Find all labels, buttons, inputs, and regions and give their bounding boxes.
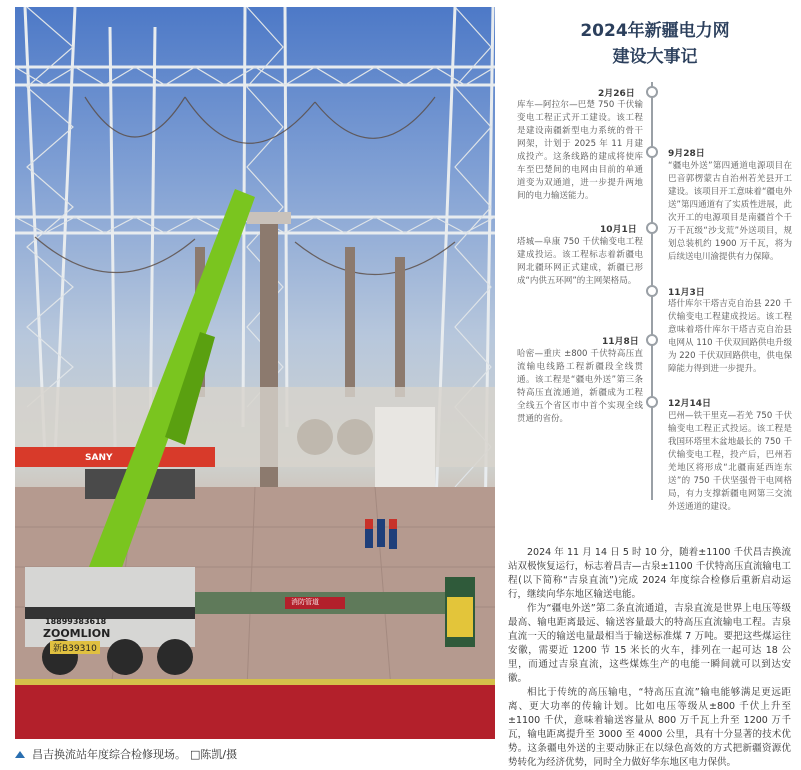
- event-text: 塔什库尔干塔吉克自治县 220 千伏输变电工程建成投运。该工程意味着塔什库尔干塔吉克自治县电网从 110 千伏双回路供电升级为 220 千伏双回路供电，供电保障能力得到进一步提升。: [668, 299, 792, 374]
- event-text: 塔城—阜康 750 千伏输变电工程建成投运。该工程标志着新疆电网北疆环网正式建成，新疆已形成“内供五环网”的主网架格局。: [517, 237, 643, 286]
- title-line2: 建设大事记: [612, 47, 698, 67]
- event-date: 11月3日: [668, 288, 705, 298]
- photo-credit: □陈凯/摄: [190, 748, 238, 761]
- timeline-dot: [646, 222, 658, 234]
- event-date: 9月28日: [668, 149, 705, 159]
- caption-text: 昌吉换流站年度综合检修现场。: [32, 748, 186, 761]
- page-title: [520, 18, 790, 70]
- timeline-dot: [646, 334, 658, 346]
- timeline-dot: [646, 285, 658, 297]
- event-text: 哈密—重庆 ±800 千伏特高压直流输电线路工程新疆段全线贯通。该工程是“疆电外送”第三条特高压直流通道，新疆成为工程全线五个省区市中首个实现全线贯通的省份。: [517, 349, 643, 424]
- event-date: 10月1日: [600, 225, 637, 235]
- photo-caption: [15, 745, 495, 763]
- event-date: 2月26日: [598, 89, 635, 99]
- title-line1: 2024年新疆电力网: [580, 21, 730, 41]
- body-paragraph: 相比于传统的高压输电，“特高压直流”输电能够满足更远距离、更大功率的传输计划。比如电压等级从±800 千伏上升至±1100 千伏，意味着输送容量从 800 万千瓦上升至 1200 万千瓦，输电距离提升至 3000 至 4000 公里，具有十分显著的技术优势。这条疆电外送的主要动脉正在以绿色高效的方式把新疆资源优势转化为经济优势，同时全力做好华东地区电力保供。: [508, 687, 791, 768]
- crane-brand: ZOOMLION: [43, 627, 111, 640]
- event-text: “疆电外送”第四通道电源项目在巴音郭楞蒙古自治州若羌县开工建设。该项目开工意味着“疆电外送”第四通道有了实质性进展，此次开工的电源项目是南疆首个千万千瓦级“沙戈荒”外送项目，规划总装机约 1900 万千瓦，将为后续送电川渝提供有力保障。: [668, 161, 792, 262]
- substation-photo: [15, 7, 495, 739]
- timeline-dot: [646, 146, 658, 158]
- body-paragraph: 作为“疆电外送”第二条直流通道，吉泉直流是世界上电压等级最高、输电距离最远、输送容量最大的特高压直流输电工程。吉泉直流一天的输送电量最相当于输送标准煤 7 万吨。要把这些煤运往安徽，需要近 1200 节 15 米长的火车，排列在一起可达 18 公里，而通过吉泉直流，这些煤炼生产的电能一瞬间就可以到达安徽。: [508, 603, 791, 684]
- crane-plate: 新B39310: [50, 641, 100, 654]
- event-text: 库车—阿拉尔—巴楚 750 千伏输变电工程正式开工建设。该工程是建设南疆新型电力系统的骨干网架，计划于 2025 年 11 月建成投产。这条线路的建成将使库车至巴楚间的电网由目前的单通道变为双通道，进一步提升两地间的电力输送能力。: [517, 100, 643, 201]
- timeline-dot: [646, 396, 658, 408]
- timeline-dot: [646, 86, 658, 98]
- caption-marker-icon: [15, 751, 25, 758]
- event-text: 巴州—铁干里克—若羌 750 千伏输变电工程正式投运。该工程是我国环塔里木盆地最长的 750 千伏输变电工程，投产后，巴州若羌地区将形成“北疆南延西连东送”的 750 千伏坚强骨干电网格局，有力支撑新疆电网第三交流外送通道的建设。: [668, 411, 792, 512]
- event-date: 11月8日: [602, 337, 639, 347]
- crane-phone: 18899383618: [45, 617, 107, 626]
- event-date: 12月14日: [668, 399, 712, 409]
- pipe-sign: 消防管道: [291, 598, 319, 606]
- article-body: [508, 546, 791, 770]
- truck-brand: SANY: [85, 453, 113, 463]
- body-paragraph: 2024 年 11 月 14 日 5 时 10 分，随着±1100 千伏昌吉换流站双极恢复运行，标志着昌吉—古泉±1100 千伏特高压直流输电工程(以下简称“吉泉直流”)完成 2024 年度综合检修后重新启动运行，继续向华东地区输送电能。: [508, 547, 791, 600]
